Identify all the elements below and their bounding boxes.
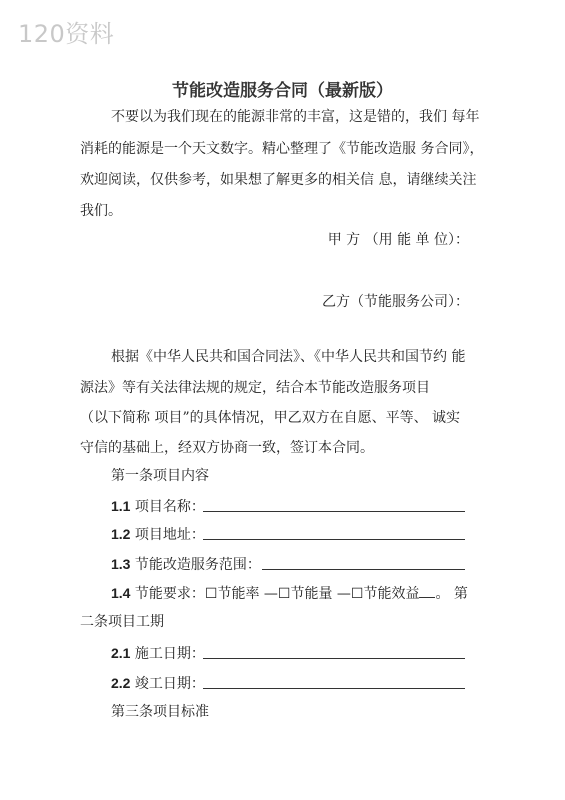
page-title: 节能改造服务合同（最新版） bbox=[172, 81, 393, 101]
item-label: 节能要求：☐节能率 —☐节能量 —☐节能效益 bbox=[134, 586, 420, 602]
item-2-2 bbox=[111, 674, 205, 693]
intro-line-3: 欢迎阅读，仅供参考，如果想了解更多的相关信 息，请继续关注 bbox=[80, 172, 477, 188]
preamble-line-3: （以下简称 项目”的具体情况，甲乙双方在自愿、平等、 诚实 bbox=[80, 410, 461, 426]
item-label: 项目名称： bbox=[134, 499, 205, 515]
article-1-heading: 第一条项目内容 bbox=[111, 468, 209, 484]
article-3-heading: 第三条项目标准 bbox=[111, 704, 209, 720]
item-1-3 bbox=[111, 555, 261, 574]
project-address-blank[interactable] bbox=[203, 539, 465, 540]
intro-line-2: 消耗的能源是一个天文数字。精心整理了《节能改造服 务合同》， bbox=[80, 141, 484, 157]
item-1-1 bbox=[111, 497, 205, 516]
item-number: 2.1 bbox=[111, 645, 131, 661]
project-name-blank[interactable] bbox=[203, 511, 465, 512]
item-number: 1.4 bbox=[111, 585, 131, 601]
watermark: 120资料 bbox=[18, 20, 115, 48]
preamble-line-1: 根据《中华人民共和国合同法》、《中华人民共和国节约 能 bbox=[111, 349, 466, 365]
intro-line-1: 不要以为我们现在的能源非常的丰富，这是错的，我们 每年 bbox=[111, 109, 480, 125]
item-label: 竣工日期： bbox=[134, 676, 205, 692]
item-1-2 bbox=[111, 525, 205, 544]
party-b-label: 乙方（节能服务公司）： bbox=[322, 294, 469, 310]
item-number: 2.2 bbox=[111, 675, 131, 691]
item-2-1 bbox=[111, 644, 205, 663]
item-1-4 bbox=[111, 584, 468, 603]
item-label: 施工日期： bbox=[134, 646, 205, 662]
item-label: 项目地址： bbox=[134, 527, 205, 543]
item-label: 节能改造服务范围： bbox=[134, 557, 261, 573]
start-date-blank[interactable] bbox=[203, 658, 465, 659]
item-tail: 。 第 bbox=[435, 586, 468, 602]
service-scope-blank[interactable] bbox=[262, 569, 465, 570]
preamble-line-4: 守信的基础上，经双方协商一致，签订本合同。 bbox=[80, 440, 374, 456]
item-number: 1.1 bbox=[111, 498, 131, 514]
item-number: 1.3 bbox=[111, 556, 131, 572]
item-number: 1.2 bbox=[111, 526, 131, 542]
completion-date-blank[interactable] bbox=[203, 688, 465, 689]
preamble-line-2: 源法》等有关法律法规的规定，结合本节能改造服务项目 bbox=[80, 380, 430, 396]
party-a-label: 甲 方 （用 能 单 位）： bbox=[327, 232, 469, 248]
intro-line-4: 我们。 bbox=[80, 203, 122, 219]
efficiency-blank[interactable] bbox=[419, 585, 435, 598]
article-2-heading: 二条项目工期 bbox=[80, 614, 164, 630]
